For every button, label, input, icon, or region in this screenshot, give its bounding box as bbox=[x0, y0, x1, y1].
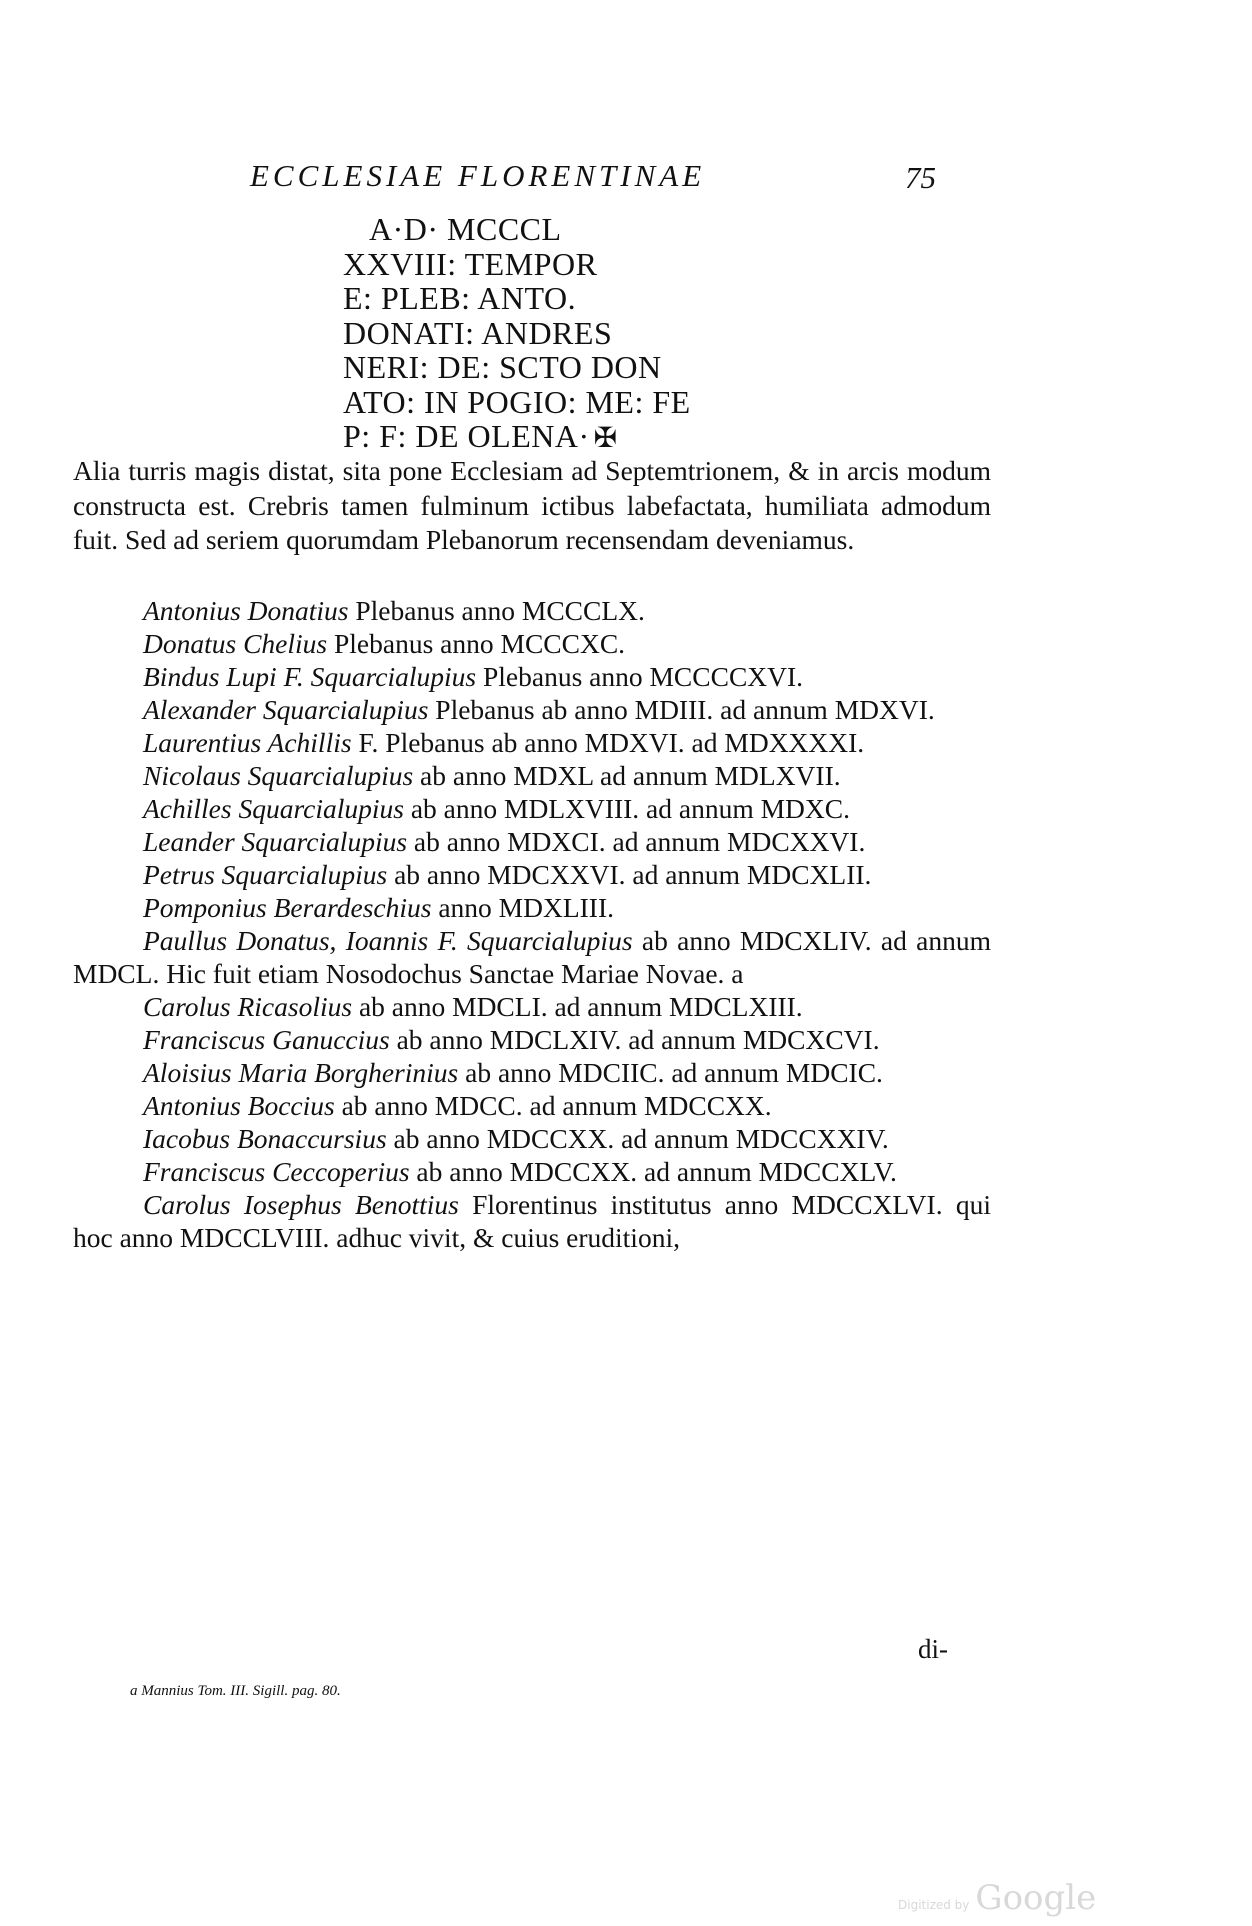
entry-name: Franciscus Ceccoperius bbox=[143, 1156, 410, 1187]
entry-name: Aloisius Maria Borgherinius bbox=[143, 1057, 459, 1088]
inscription-line: E: PLEB: ANTO. bbox=[343, 280, 577, 316]
entry-name: Achilles Squarcialupius bbox=[143, 793, 404, 824]
catchword: di- bbox=[918, 1634, 948, 1664]
entry-name: Donatus Chelius bbox=[143, 628, 328, 659]
list-item bbox=[73, 990, 991, 1023]
list-item bbox=[73, 627, 991, 660]
entry-text: F. Plebanus ab anno MDXVI. ad MDXXXXI. bbox=[358, 727, 865, 758]
list-item bbox=[73, 660, 991, 693]
entry-name: Carolus Ricasolius bbox=[143, 991, 353, 1022]
inscription-line: ATO: IN POGIO: ME: FE bbox=[343, 383, 691, 420]
entry-text: Plebanus anno MCCCCXVI. bbox=[482, 661, 804, 692]
list-item bbox=[73, 726, 991, 759]
entry-name: Antonius Donatius bbox=[143, 595, 349, 626]
entry-text: ab anno MDCC. ad annum MDCCXX. bbox=[341, 1090, 772, 1121]
entry-text: ab anno MDLXVIII. ad annum MDXC. bbox=[410, 793, 850, 824]
entry-text: Florentinus institutus anno MDCCXLVI. qui hoc anno MDCCLVIII. adhuc vivit, & cuius eruditioni, bbox=[73, 1189, 991, 1253]
watermark-brand: Google bbox=[975, 1878, 1097, 1918]
inscription bbox=[343, 212, 691, 457]
list-item bbox=[73, 858, 991, 891]
list-item bbox=[73, 759, 991, 792]
inscription-line: A·D· MCCCL bbox=[369, 211, 562, 247]
inscription-line: P: F: DE OLENA· ✠ bbox=[343, 419, 691, 457]
running-head: ECCLESIAE FLORENTINAE bbox=[250, 158, 706, 193]
inscription-line: DONATI: ANDRES bbox=[343, 314, 613, 351]
entry-text: ab anno MDXL ad annum MDLXVII. bbox=[420, 760, 841, 791]
entry-text: ab anno MDCXXVI. ad annum MDCXLII. bbox=[394, 859, 872, 890]
list-item bbox=[73, 1056, 991, 1089]
cross-icon: ✠ bbox=[593, 423, 618, 454]
body-paragraph: Alia turris magis distat, sita pone Ecclesiam ad Septemtrionem, & in arcis modum constructa est. Crebris tamen fulminum ictibus labefactata, humiliata admodum fuit. Sed ad seriem quorumdam Plebanorum recensendam deveniamus. bbox=[73, 455, 991, 555]
entry-name: Petrus Squarcialupius bbox=[143, 859, 388, 890]
page-number: 75 bbox=[905, 160, 936, 195]
entry-name: Carolus Iosephus Benottius bbox=[143, 1189, 459, 1220]
entry-name: Alexander Squarcialupius bbox=[143, 694, 429, 725]
entry-name: Leander Squarcialupius bbox=[143, 826, 408, 857]
list-item bbox=[73, 1089, 991, 1122]
entry-name: Pomponius Berardeschius bbox=[143, 892, 432, 923]
entry-name: Antonius Boccius bbox=[143, 1090, 335, 1121]
list-item bbox=[73, 825, 991, 858]
list-item bbox=[73, 1023, 991, 1056]
entry-text: ab anno MDCIIC. ad annum MDCIC. bbox=[465, 1057, 883, 1088]
list-item bbox=[73, 594, 991, 627]
entry-text: ab anno MDCCXX. ad annum MDCCXLV. bbox=[416, 1156, 897, 1187]
entry-name: Nicolaus Squarcialupius bbox=[143, 760, 414, 791]
watermark-label: Digitized by bbox=[898, 1898, 970, 1912]
google-watermark bbox=[898, 1878, 1096, 1918]
list-item bbox=[73, 693, 991, 726]
list-item bbox=[73, 1188, 991, 1254]
entry-text: ab anno MDCXLIV. ad annum MDCL. Hic fuit etiam Nosodochus Sanctae Mariae Novae. a bbox=[73, 925, 992, 989]
inscription-line: XXVIII: TEMPOR bbox=[343, 245, 598, 282]
plebanus-list bbox=[73, 594, 991, 1254]
entry-name: Iacobus Bonaccursius bbox=[143, 1123, 387, 1154]
entry-name: Bindus Lupi F. Squarcialupius bbox=[143, 661, 477, 692]
entry-text: ab anno MDXCI. ad annum MDCXXVI. bbox=[413, 826, 866, 857]
footnote: a Mannius Tom. III. Sigill. pag. 80. bbox=[130, 1683, 341, 1699]
list-item bbox=[73, 891, 991, 924]
entry-text: Plebanus ab anno MDIII. ad annum MDXVI. bbox=[435, 694, 935, 725]
list-item bbox=[73, 924, 991, 990]
entry-text: ab anno MDCLI. ad annum MDCLXIII. bbox=[358, 991, 803, 1022]
entry-name: Franciscus Ganuccius bbox=[143, 1024, 390, 1055]
entry-text: ab anno MDCCXX. ad annum MDCCXXIV. bbox=[393, 1123, 889, 1154]
list-item bbox=[73, 792, 991, 825]
entry-text: Plebanus anno MCCCLX. bbox=[355, 595, 645, 626]
inscription-line: NERI: DE: SCTO DON bbox=[343, 349, 662, 385]
entry-text: ab anno MDCLXIV. ad annum MDCXCVI. bbox=[396, 1024, 880, 1055]
list-item bbox=[73, 1122, 991, 1155]
list-item bbox=[73, 1155, 991, 1188]
entry-text: Plebanus anno MCCCXC. bbox=[333, 628, 626, 659]
entry-name: Paullus Donatus, Ioannis F. Squarcialupius bbox=[143, 925, 633, 956]
entry-name: Laurentius Achillis bbox=[143, 727, 352, 758]
entry-text: anno MDXLIII. bbox=[438, 892, 614, 923]
